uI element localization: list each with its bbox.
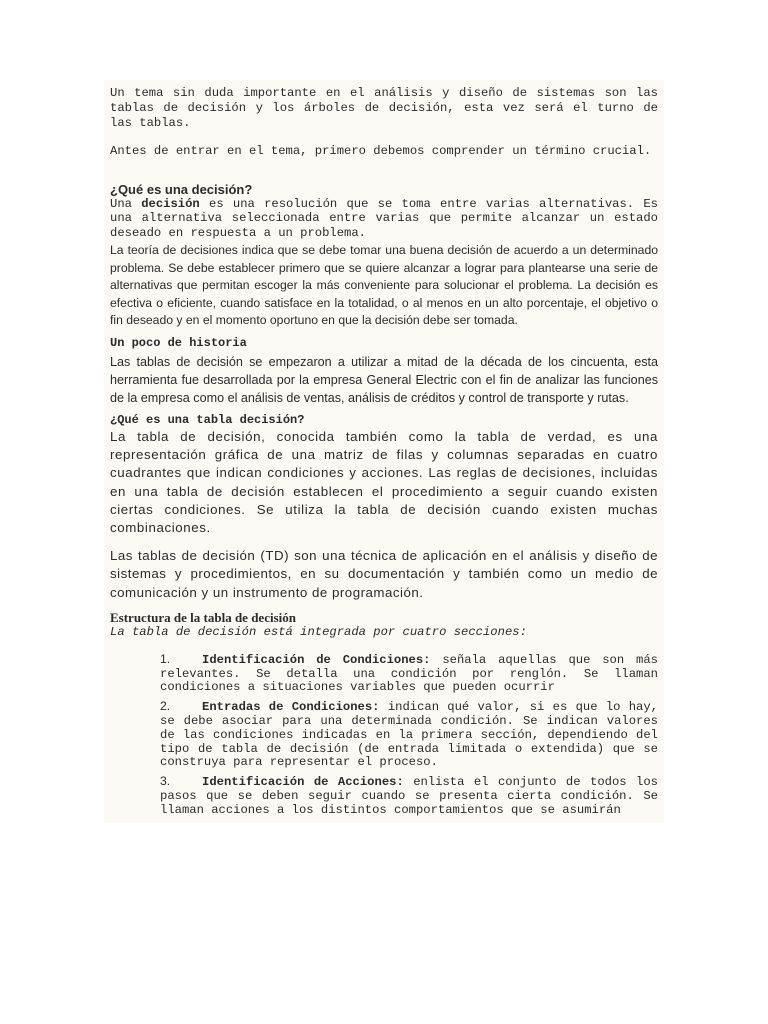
list-item-label: Identificación de Condiciones: xyxy=(202,652,431,667)
table-definition-paragraph: La tabla de decisión, conocida también como la tabla de verdad, es una representación gráfica de una matriz de filas y columnas separadas en cuatro cuadrantes que indican condiciones y acciones. Las reglas de decisiones, incluidas en una tabla de decisión establecen el procedimiento a seguir cuando existen ciertas condiciones. Se utiliza la tabla de decisión cuando existen muchas combinaciones. xyxy=(110,429,658,536)
list-item-text: enlista el conjunto de todos los pasos que se deben seguir cuando se presenta cierta condición. Se llaman acciones a los distintos comportamientos que se asumirán xyxy=(160,775,658,817)
history-paragraph: Las tablas de decisión se empezaron a utilizar a mitad de la década de los cincuenta, esta herramienta fue desarrollada por la empresa General Electric con el fin de analizar las funciones de la empresa como el análisis de ventas, análisis de créditos y control de transporte y rutas. xyxy=(110,355,658,405)
section-heading-table: ¿Qué es una tabla decisión? xyxy=(110,413,305,427)
list-item xyxy=(160,775,658,817)
list-item-number: 3. xyxy=(160,774,171,789)
list-item-number: 2. xyxy=(160,699,171,714)
def-bold-term: decisión xyxy=(141,196,200,211)
document-content xyxy=(104,80,664,823)
decision-definition xyxy=(104,197,664,240)
def-rest: es una resolución que se toma entre varias alternativas. Es una alternativa seleccionada entre varias que permite alcanzar un estado deseado en respuesta a un problema. xyxy=(110,196,658,240)
list-item-label: Entradas de Condiciones: xyxy=(202,700,380,715)
list-item-text: indican qué valor, si es que lo hay, se debe asociar para una determinada condición. Se indican valores de las condiciones indicadas en la primera sección, dependiendo del tipo de tabla de decisión (de entrada limitada o extendida) que se construya para representar el proceso. xyxy=(160,700,658,770)
section-heading-history: Un poco de historia xyxy=(110,336,247,350)
section-heading-decision: ¿Qué es una decisión? xyxy=(110,181,253,197)
decision-theory-paragraph: La teoría de decisiones indica que se debe tomar una buena decisión de acuerdo a un determinado problema. Se debe establecer primero que se quiere alcanzar a lograr para plantearse una serie de alternativas que permitan escoger la más conveniente para solucionar el problema. La decisión es efectiva o eficiente, cuando satisface en la totalidad, o al menos en un alto porcentaje, el objetivo o fin deseado y en el momento oportuno en que la decisión debe ser tomada. xyxy=(110,243,658,328)
structure-subtitle: La tabla de decisión está integrada por cuatro secciones: xyxy=(110,624,527,639)
structure-list xyxy=(104,653,664,818)
section-heading-structure: Estructura de la tabla de decisión xyxy=(110,609,296,625)
table-technique-paragraph: Las tablas de decisión (TD) son una técnica de aplicación en el análisis y diseño de sistemas y procedimientos, en su documentación y también como un medio de comunicación y un instrumento de programación. xyxy=(110,548,658,600)
intro-paragraph: Un tema sin duda importante en el análisis y diseño de sistemas son las tablas de decisión y los árboles de decisión, esta vez será el turno de las tablas. xyxy=(110,86,658,131)
list-item-text: señala aquellas que son más relevantes. Se detalla una condición por renglón. Se llaman condiciones a situaciones variables que pueden ocurrir xyxy=(160,652,658,695)
def-prefix: Una xyxy=(110,196,132,211)
intro-paragraph-2: Antes de entrar en el tema, primero debemos comprender un término crucial. xyxy=(110,143,652,158)
list-item xyxy=(160,653,658,695)
list-item-number: 1. xyxy=(160,651,171,666)
list-item-label: Identificación de Acciones: xyxy=(202,775,404,790)
list-item xyxy=(160,700,658,770)
